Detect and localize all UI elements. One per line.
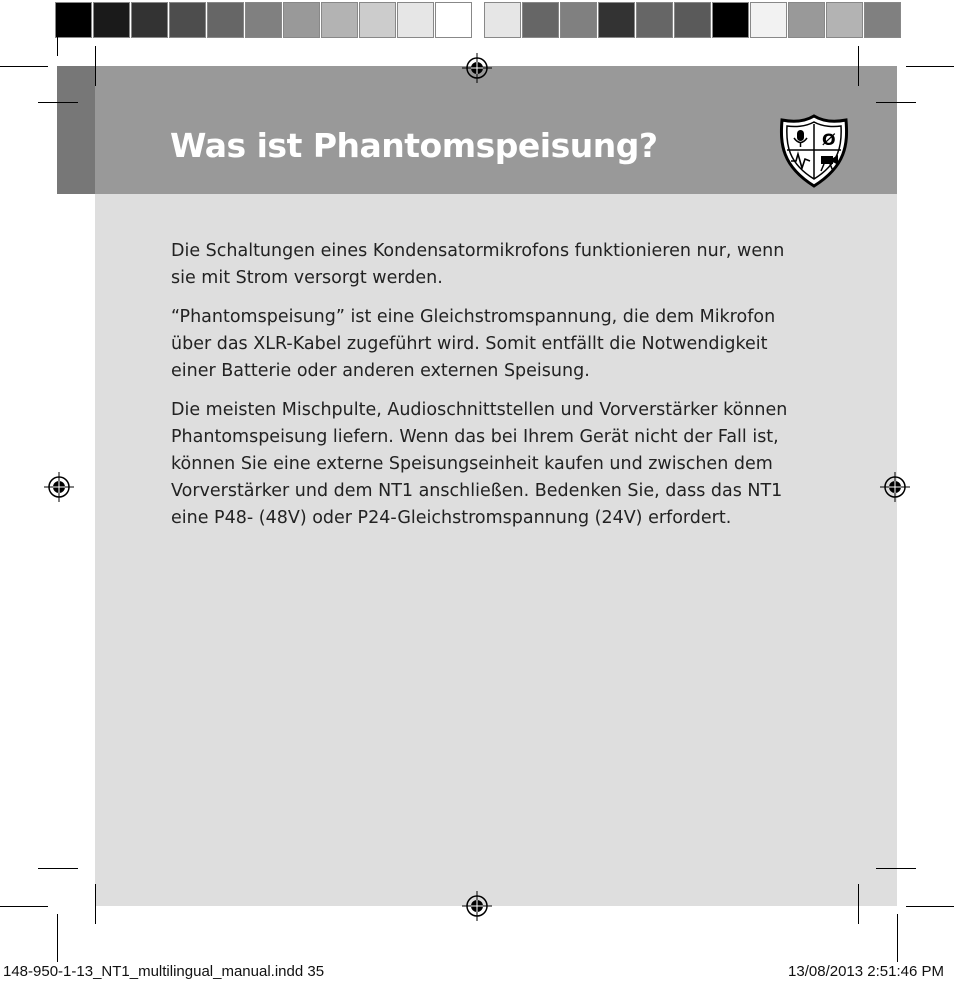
- color-swatch: [435, 2, 472, 38]
- paragraph: “Phantomspeisung” ist eine Gleichstromspannung, die dem Mikrofon über das XLR-Kabel zugeführt wird. Somit entfällt die Notwendigkeit einer Batterie oder anderen externen Speisung.: [171, 307, 776, 381]
- crop-mark: [858, 884, 859, 924]
- color-swatch: [359, 2, 396, 38]
- crop-mark: [38, 868, 78, 869]
- color-swatch: [484, 2, 521, 38]
- registration-mark-icon: [44, 472, 74, 502]
- color-swatch: [93, 2, 130, 38]
- crop-mark: [95, 884, 96, 924]
- crop-mark: [897, 914, 898, 962]
- color-swatch: [207, 2, 244, 38]
- color-swatch: [131, 2, 168, 38]
- crop-mark: [0, 66, 48, 67]
- registration-mark-icon: [462, 53, 492, 83]
- color-bar-right: [484, 2, 902, 40]
- paragraph: Die Schaltungen eines Kondensatormikrofons funktionieren nur, wenn sie mit Strom versorgt werden.: [171, 241, 785, 288]
- paragraph: Die meisten Mischpulte, Audioschnittstellen und Vorverstärker können Phantomspeisung liefern. Wenn das bei Ihrem Gerät nicht der Fall ist, können Sie eine externe Speisungseinheit kaufen und zwischen dem Vorverstärker und dem NT1 anschließen. Bedenken Sie, dass das NT1 eine P48- (48V) oder P24-Gleichstromspannung (24V) erfordert.: [171, 400, 788, 528]
- color-swatch: [864, 2, 901, 38]
- crop-mark: [57, 914, 58, 962]
- registration-mark-icon: [462, 891, 492, 921]
- crop-mark: [95, 46, 96, 86]
- color-swatch: [321, 2, 358, 38]
- crop-mark: [876, 102, 916, 103]
- crop-mark: [38, 102, 78, 103]
- slug-filename: 148-950-1-13_NT1_multilingual_manual.indd 35: [3, 963, 325, 980]
- crop-mark: [906, 66, 954, 67]
- slug-timestamp: 13/08/2013 2:51:46 PM: [788, 963, 944, 980]
- color-swatch: [283, 2, 320, 38]
- color-swatch: [522, 2, 559, 38]
- color-swatch: [55, 2, 92, 38]
- color-swatch: [397, 2, 434, 38]
- color-swatch: [750, 2, 787, 38]
- body-text: [171, 238, 811, 544]
- crop-mark: [906, 906, 954, 907]
- crop-mark: [858, 46, 859, 86]
- phase-icon: Ø: [822, 130, 836, 149]
- color-swatch: [826, 2, 863, 38]
- color-swatch: [636, 2, 673, 38]
- crop-mark: [57, 36, 58, 56]
- color-swatch: [560, 2, 597, 38]
- color-swatch: [674, 2, 711, 38]
- color-swatch: [245, 2, 282, 38]
- crop-mark: [0, 906, 48, 907]
- color-swatch: [788, 2, 825, 38]
- color-swatch: [169, 2, 206, 38]
- shield-badge-icon: [778, 114, 850, 188]
- header-tab: [57, 66, 95, 194]
- color-swatch: [712, 2, 749, 38]
- page-title: Was ist Phantomspeisung?: [170, 126, 658, 165]
- crop-mark: [876, 868, 916, 869]
- color-bar-left: [55, 2, 473, 40]
- color-swatch: [598, 2, 635, 38]
- registration-mark-icon: [880, 472, 910, 502]
